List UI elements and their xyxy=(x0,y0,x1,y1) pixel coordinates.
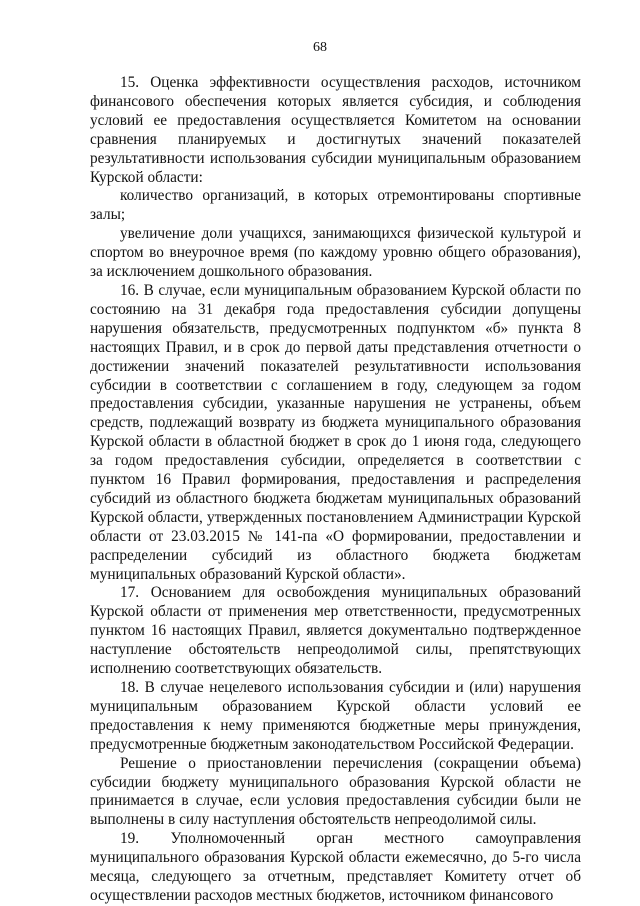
paragraph-15-item-1: количество организаций, в которых отремонтированы спортивные залы; xyxy=(90,187,581,224)
paragraph-15: 15. Оценка эффективности осуществления расходов, источником финансового обеспечения которых является субсидия, и соблюдения условий ее предоставления осуществляется Комитетом на основании сравнения планируемых и достигнутых значений показателей результативности использования субсидии муниципальным образованием Курской области: xyxy=(90,74,581,186)
paragraph-19: 19. Уполномоченный орган местного самоуправления муниципального образования Курской области ежемесячно, до 5-го числа месяца, следующего за отчетным, представляет Комитету отчет об осуществлении расходов местных бюджетов, источником финансового xyxy=(90,830,581,904)
paragraph-16: 16. В случае, если муниципальным образованием Курской области по состоянию на 31 декабря года предоставления субсидии допущены нарушения обязательств, предусмотренных подпунктом «б» пункта 8 настоящих Правил, и в срок до первой даты представления отчетности о достижении значений показателей результативности использования субсидии в соответствии с соглашением в году, следующем за годом предоставления субсидии, указанные нарушения не устранены, объем средств, подлежащий возврату из бюджета муниципального образования Курской области в областной бюджет в срок до 1 июня года, следующего за годом предоставления субсидии, определяется в соответствии с пунктом 16 Правил формирования, предоставления и распределения субсидий из областного бюджета бюджетам муниципальных образований Курской области, утвержденных постановлением Администрации Курской области от 23.03.2015 № 141-па «О формировании, предоставлении и распределении субсидий из областного бюджета бюджетам муниципальных образований Курской области». xyxy=(90,281,581,583)
paragraph-18: 18. В случае нецелевого использования субсидии и (или) нарушения муниципальным образованием Курской области условий ее предоставления к нему применяются бюджетные меры принуждения, предусмотренные бюджетным законодательством Российской Федерации. xyxy=(90,679,581,753)
page-number: 68 xyxy=(313,40,327,55)
paragraph-17: 17. Основанием для освобождения муниципальных образований Курской области от применения мер ответственности, предусмотренных пунктом 16 настоящих Правил, является документально подтвержденное наступление обстоятельств непреодолимой силы, препятствующих исполнению соответствующих обязательств. xyxy=(90,584,581,678)
paragraph-15-item-2: увеличение доли учащихся, занимающихся физической культурой и спортом во внеурочное время (по каждому уровню общего образования), за исключением дошкольного образования. xyxy=(90,225,581,281)
document-body xyxy=(90,74,581,906)
paragraph-18-decision: Решение о приостановлении перечисления (сокращении объема) субсидии бюджету муниципального образования Курской области не принимается в случае, если условия предоставления субсидии были не выполнены в силу наступления обстоятельств непреодолимой силы. xyxy=(90,754,581,829)
